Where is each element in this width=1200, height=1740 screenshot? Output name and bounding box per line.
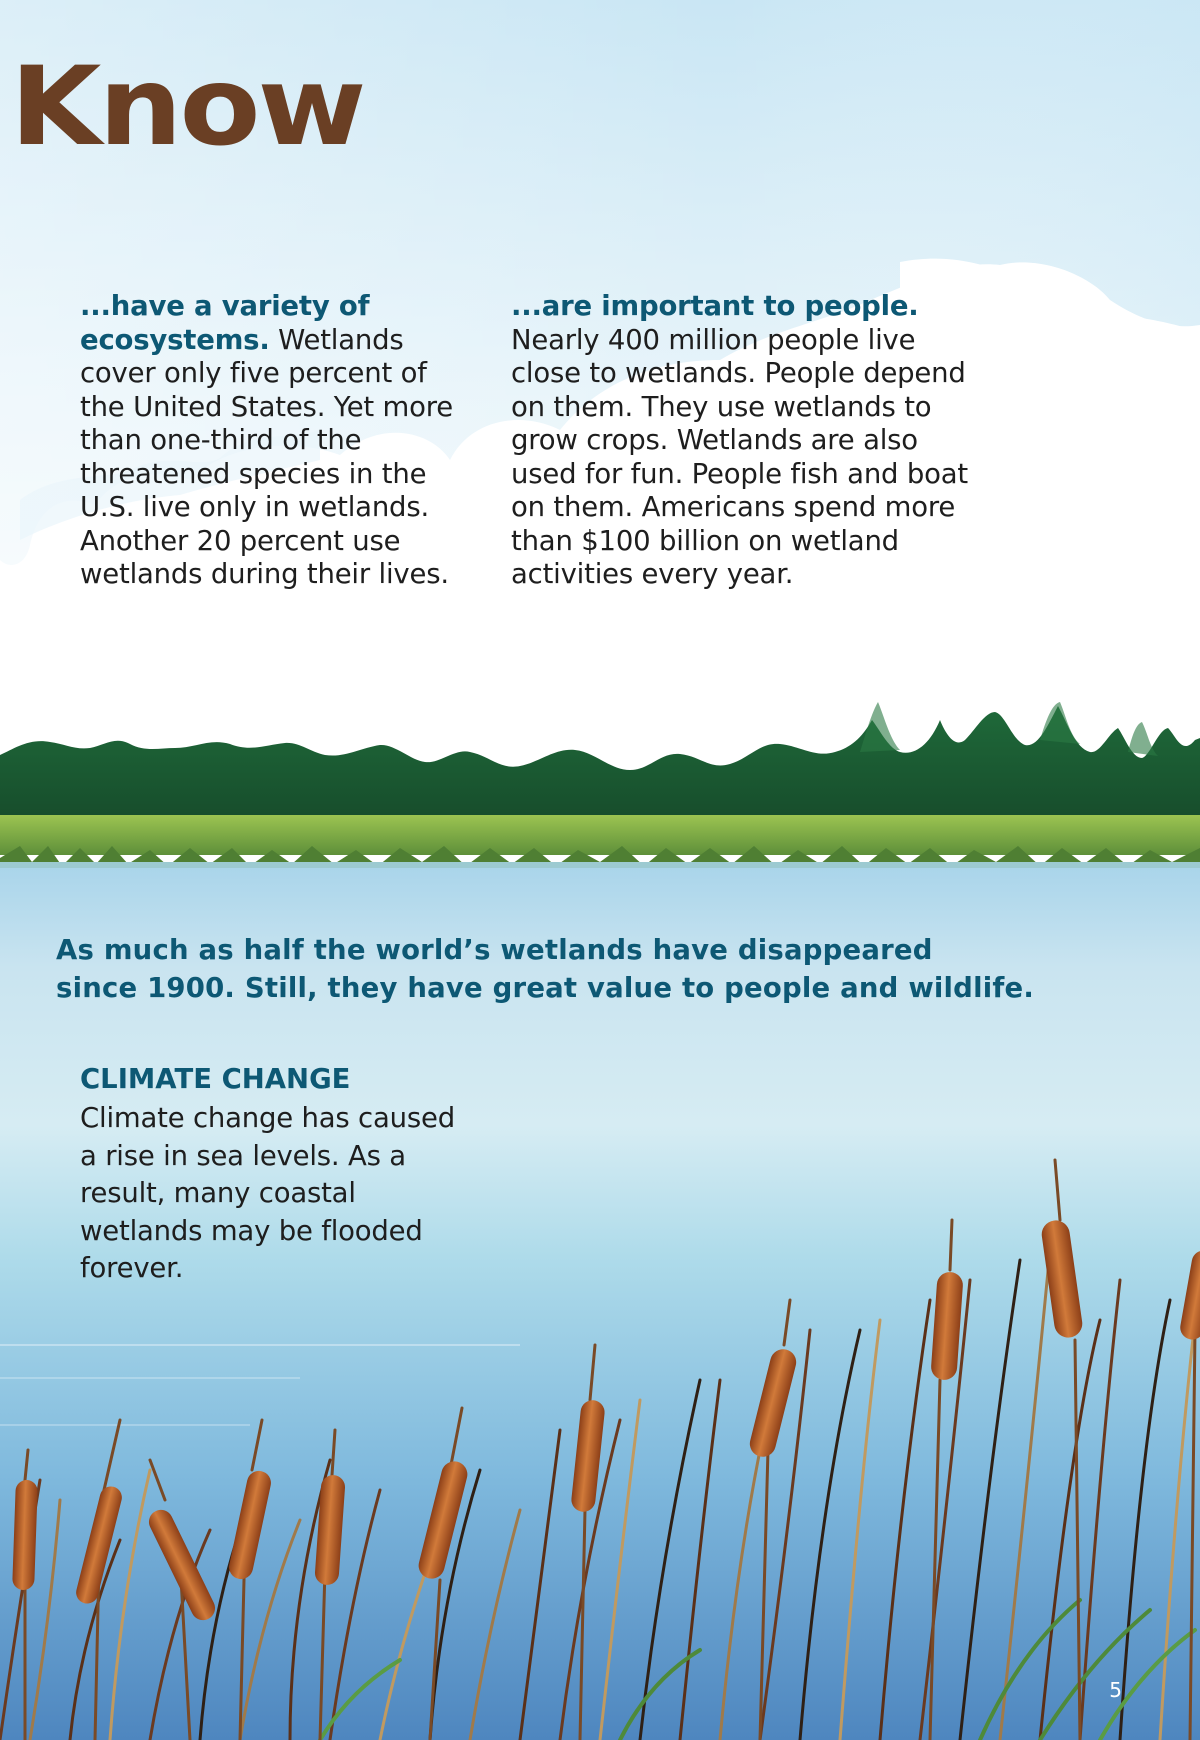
column-people — [511, 290, 981, 592]
cattail-head — [12, 1480, 38, 1591]
climate-change-body: Climate change has caused a rise in sea levels. As a result, many coastal wetlands may be flooded forever. — [80, 1102, 455, 1284]
column-lead: ...are important to people. — [511, 290, 919, 322]
column-body: Wetlands cover only five percent of the United States. Yet more than one-third of the threatened species in the U.S. live only in wetlands. Another 20 percent use wetlands during their lives. — [80, 323, 453, 590]
column-body: Nearly 400 million people live close to wetlands. People depend on them. They use wetlands to grow crops. Wetlands are also used for fun. People fish and boat on them. Americans spend more than $100 billion on wetland activities every year. — [511, 323, 968, 590]
pull-quote-line: since 1900. Still, they have great value to people and wildlife. — [56, 971, 1034, 1004]
pull-quote — [56, 932, 1156, 1007]
pull-quote-line: As much as half the world’s wetlands have disappeared — [56, 934, 933, 966]
page-number: 5 — [1109, 1678, 1122, 1702]
page-title: Know — [10, 42, 364, 170]
column-ecosystems — [80, 290, 475, 592]
climate-change-heading: CLIMATE CHANGE — [80, 1063, 351, 1095]
column-lead: ...have a variety of ecosystems. — [80, 290, 370, 356]
